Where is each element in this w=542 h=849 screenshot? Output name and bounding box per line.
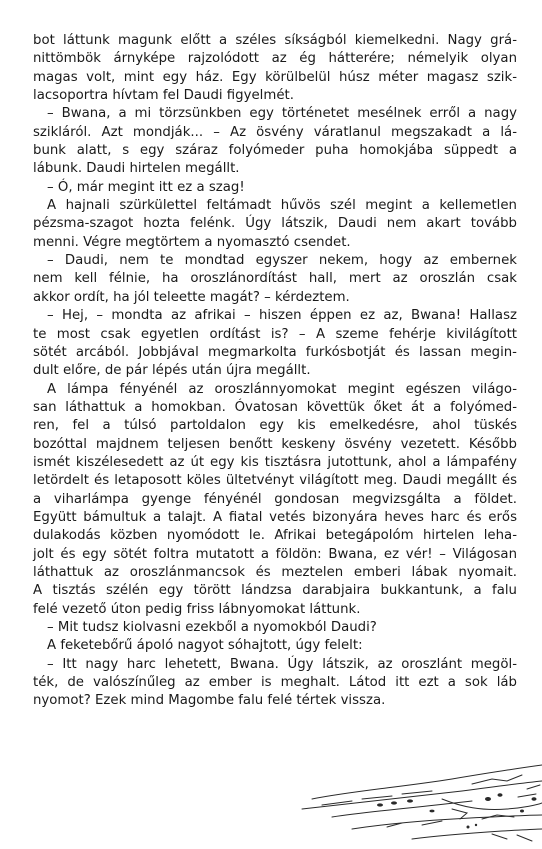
text-line: san láthattuk a homokban. Óvatosan követtük őket át a folyómed- xyxy=(33,399,517,415)
text-line: A hajnali szürkülettel feltámadt hűvös szél megint a kellemetlen xyxy=(47,198,517,214)
text-line: – Bwana, a mi törzsünkben egy történetet mesélnek erről a nagy xyxy=(47,106,517,122)
text-line: te most csak egyetlen ordítást is? – A szeme fehérje kivilágított xyxy=(33,326,517,342)
text-line: sötét arcából. Jobbjával megmarkolta furkósbotját és lassan megin- xyxy=(33,344,517,360)
river-sand-footprints-sketch-icon xyxy=(292,739,542,849)
text-line: nem kell félnie, ha oroszlánordítást hall, mert az oroszlán csak xyxy=(33,271,517,287)
text-line: dulakodás közben nyomódott le. Afrikai betegápolóm hirtelen leha- xyxy=(33,528,517,544)
text-line: lábunk. Daudi hirtelen megállt. xyxy=(33,161,240,177)
text-line: szikláról. Azt mondják... – Az ösvény váratlanul megszakadt a lá- xyxy=(33,124,517,140)
text-line: A tisztás szélén egy törött lándzsa darabjaira bukkantunk, a falu xyxy=(33,583,517,599)
text-line: láthattuk az oroszlánmancsok és meztelen emberi lábak nyomait. xyxy=(33,564,517,580)
text-line: A feketebőrű ápoló nagyot sóhajtott, úgy felelt: xyxy=(47,638,363,654)
text-line: – Daudi, nem te mondtad egyszer nekem, hogy az embernek xyxy=(47,253,517,269)
text-line: ismét kiszélesedett az út egy kis tisztásra jutottunk, ahol a lámpafény xyxy=(33,454,517,470)
text-line: magas volt, mint egy ház. Egy körülbelül húsz méter magasz szik- xyxy=(33,69,517,85)
text-line: letördelt és letaposott köles ültetvényt világított meg. Daudi megállt és xyxy=(33,473,517,489)
text-line: – Hej, – mondta az afrikai – hiszen éppen ez az, Bwana! Hallasz xyxy=(47,308,517,324)
text-line: ték, de valószínűleg az ember is meghalt. Látod itt ezt a sok láb xyxy=(33,675,517,691)
text-line: ren, fel a túlsó partoldalon egy kis emelkedésre, ahol tüskés xyxy=(33,418,517,434)
text-line: – Itt nagy harc lehetett, Bwana. Úgy látszik, az oroszlánt megöl- xyxy=(47,656,517,672)
text-line: felé vezető úton pedig friss lábnyomokat láttunk. xyxy=(33,601,361,617)
text-line: – Mit tudsz kiolvasni ezekből a nyomokból Daudi? xyxy=(47,620,377,635)
text-line: a viharlámpa gyenge fényénél gondosan megvizsgálta a földet. xyxy=(33,491,517,507)
text-line: pézsma-szagot hozta felénk. Úgy látszik, Daudi nem akart tovább xyxy=(33,216,517,232)
text-line: – Ó, már megint itt ez a szag! xyxy=(47,179,245,195)
text-line: bot láttunk magunk előtt a széles síkságból kiemelkedni. Nagy grá- xyxy=(33,33,517,48)
body-text xyxy=(33,32,517,711)
text-line: bozóttal majdnem teljesen benőtt keskeny ösvény vezetett. Később xyxy=(33,436,517,452)
text-line: dult előre, de pár lépés után újra megállt. xyxy=(33,363,311,379)
text-line: Együtt bámultuk a talajt. A fiatal vetés bizonyára heves harc és erős xyxy=(33,509,517,525)
text-line: A lámpa fényénél az oroszlánnyomokat megint egészen világo- xyxy=(47,381,517,397)
text-line: menni. Végre megtörtem a nyomasztó csendet. xyxy=(33,234,351,250)
text-line: lacsoportra hívtam fel Daudi figyelmét. xyxy=(33,88,294,104)
text-line: jolt és egy sötét foltra mutatott a földön: Bwana, ez vér! – Világosan xyxy=(33,546,517,562)
text-line: akkor ordít, ha jól teleette magát? – kérdeztem. xyxy=(33,289,350,305)
text-line: nittömbök árnyképe rajzolódott az ég hátterére; némelyik olyan xyxy=(33,51,517,67)
text-line: nyomot? Ezek mind Magombe falu felé tértek vissza. xyxy=(33,693,386,709)
text-line: bunk alatt, s egy száraz folyómeder puha homokjába süppedt a xyxy=(33,143,517,159)
